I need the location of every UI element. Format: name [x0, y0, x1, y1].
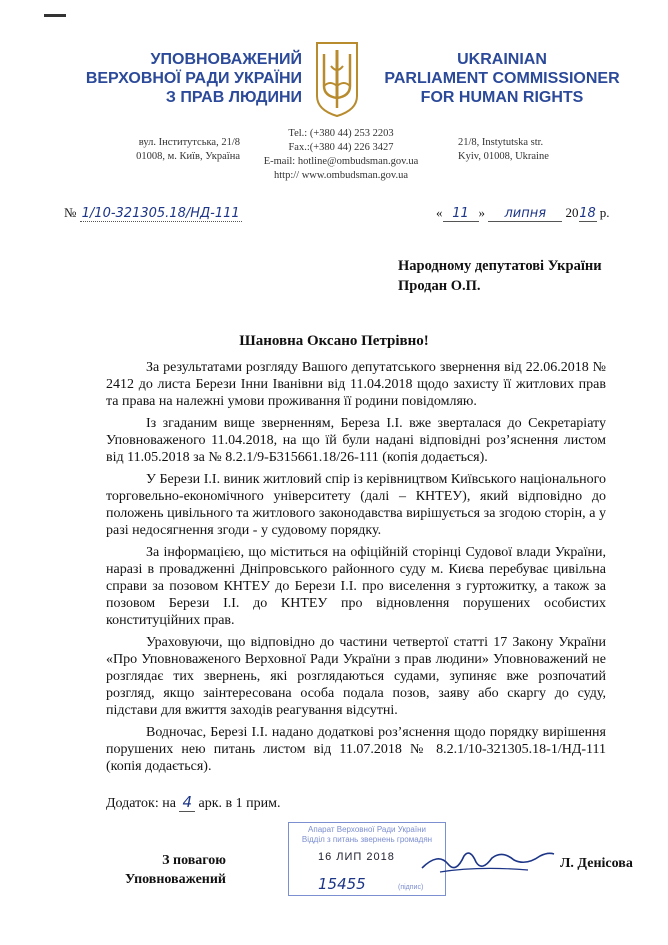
address-en-line-1: 21/8, Instytutska str. [458, 137, 544, 148]
reference-number-value: 1/10-321305.18/НД-111 [81, 206, 240, 221]
stamp-line-2: Відділ з питань звернень громадян [301, 835, 433, 844]
reference-number [64, 205, 242, 221]
closing-line-1: З повагою [162, 853, 226, 868]
organization-name-ua [62, 50, 302, 107]
closing [106, 851, 226, 889]
org-ua-line-1: УПОВНОВАЖЕНИЙ [150, 51, 302, 68]
address-ua [90, 136, 240, 164]
attachment-suffix: арк. в 1 прим. [198, 796, 281, 811]
body-paragraph: За інформацією, що міститься на офіційній сторінці Судової влади України, наразі в провадженні Дніпровського районного суду м. Києва перебуває цивільна справи за позовом КНТЕУ до Берези І.І. про виселення з гуртожитку, а також за позовом Берези І.І. до КНТЕУ про відновлення порушених особистих конституційних прав. [106, 545, 606, 628]
addressee [398, 256, 602, 296]
letter-body [106, 359, 606, 780]
address-en-line-2: Kyiv, 01008, Ukraine [458, 151, 549, 162]
address-ua-line-2: 01008, м. Київ, Україна [136, 151, 240, 162]
org-en-line-3: FOR HUMAN RIGHTS [420, 89, 584, 106]
letter-date [436, 205, 610, 222]
contact-website: http:// www.ombudsman.gov.ua [274, 170, 408, 181]
date-year-suffix: 18 [579, 206, 596, 221]
reference-no-label: № [64, 205, 77, 220]
attachment-prefix: Додаток: на [106, 796, 176, 811]
address-en [458, 136, 608, 164]
addressee-line-1: Народному депутатові України [398, 258, 602, 274]
stamp-number: 15455 [318, 875, 366, 893]
closing-line-2: Уповноважений [124, 872, 226, 887]
attachment-count: 4 [179, 793, 195, 812]
signer-name: Л. Денісова [560, 856, 633, 871]
corner-mark [44, 14, 66, 17]
org-ua-line-2: ВЕРХОВНОЇ РАДИ УКРАЇНИ [85, 70, 302, 87]
body-paragraph: Із згаданим вище зверненням, Береза І.І. вже зверталася до Секретаріату Уповноваженого 11.04.2018, на що їй були надані відповідні роз’яснення листом від 11.05.2018 за № 8.2.1/9-Б315661.18/26-111 (копія додається). [106, 416, 606, 465]
contact-info [256, 127, 426, 183]
date-close-quote: » [478, 205, 485, 220]
date-day: 11 [443, 206, 479, 222]
attachment-note [106, 793, 280, 812]
contact-email: E-mail: hotline@ombudsman.gov.ua [263, 156, 419, 167]
date-open-quote: « [436, 205, 443, 220]
signature-icon [418, 842, 558, 882]
stamp-sign-label: (підпис) [398, 884, 424, 891]
body-paragraph: Водночас, Березі І.І. надано додаткові роз’яснення щодо порядку вирішення порушених нею питань листом від 11.07.2018 № 8.2.1/10-321305.18-1/НД-111 (копія додається). [106, 725, 606, 774]
stamp-line-1: Апарат Верховної Ради України [308, 825, 426, 834]
address-ua-line-1: вул. Інститутська, 21/8 [138, 137, 240, 148]
stamp-date: 16 ЛИП 2018 [318, 851, 395, 863]
trident-emblem-icon [314, 40, 360, 118]
date-year-prefix: 20 [565, 205, 579, 220]
org-en-line-1: UKRAINIAN [457, 51, 547, 68]
body-paragraph: У Берези І.І. виник житловий спір із керівництвом Київського національного торговельно-економічного університету (далі – КНТЕУ), який відповідно до положень цивільного та житлового законодавства вирішується за згодою сторін, а у разі недосягнення згоди - у судовому порядку. [106, 472, 606, 538]
body-paragraph: За результатами розгляду Вашого депутатського звернення від 22.06.2018 № 2412 до листа Берези Інни Іванівни від 11.04.2018 щодо захисту її житлових прав та права на належні умови проживання її родини повідомляю. [106, 360, 606, 409]
addressee-line-2: Продан О.П. [398, 278, 481, 294]
body-paragraph: Ураховуючи, що відповідно до частини четвертої статті 17 Закону України «Про Уповноваженого Верховної Ради України з прав людини» Уповноважений не розглядає тих звернень, які розглядаються судами, зупиняє вже розпочатий розгляд, якщо заінтересована особа подала позов, заяву або скаргу до суду, підстави для вжиття заходів реагування відсутні. [106, 635, 606, 718]
org-ua-line-3: З ПРАВ ЛЮДИНИ [165, 89, 302, 106]
contact-tel: Tel.: (+380 44) 253 2203 [288, 128, 394, 139]
organization-name-en [372, 50, 632, 107]
contact-fax: Fax.:(+380 44) 226 3427 [288, 142, 394, 153]
org-en-line-2: PARLIAMENT COMMISSIONER [384, 70, 620, 87]
date-year-unit: р. [599, 205, 610, 220]
greeting: Шановна Оксано Петрівно! [239, 333, 429, 349]
date-month: липня [488, 206, 562, 222]
